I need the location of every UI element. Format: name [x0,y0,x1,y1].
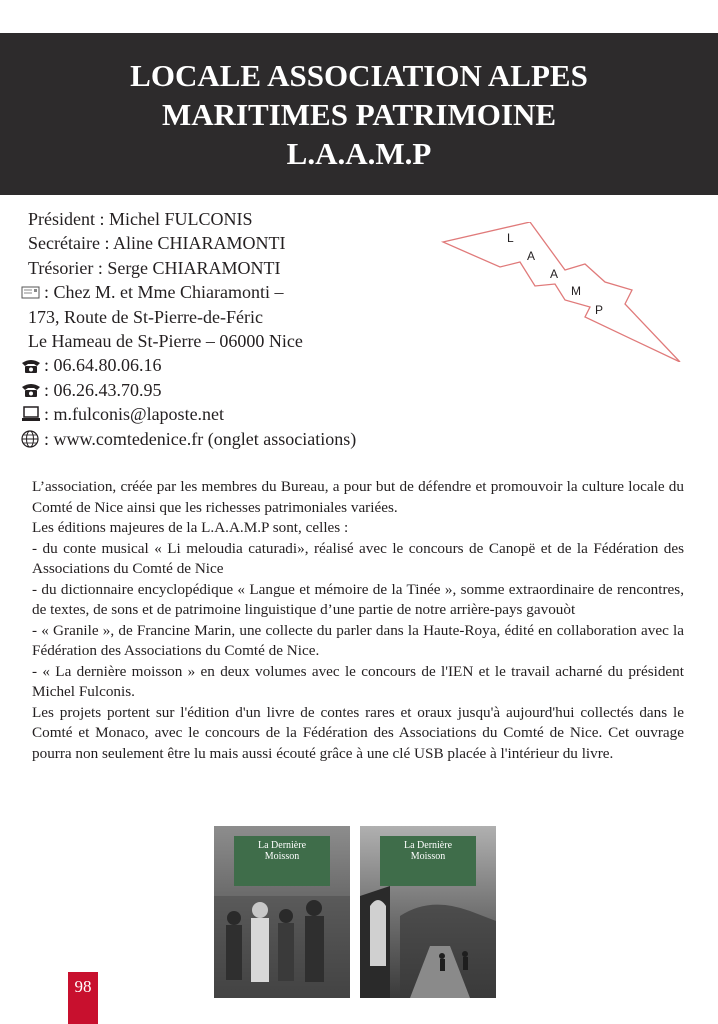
contact-row-address-3 [20,329,440,353]
phone-1-text: : 06.64.80.06.16 [44,355,162,376]
logo-letter-l: L [507,231,514,245]
president-text: Président : Michel FULCONIS [28,209,253,229]
edition-granile: - « Granile », de Francine Marin, une collecte du parler dans la Haute-Roya, édité en collaboration avec la Fédération des Associations du Comté de Nice. [32,621,684,659]
secretary-text: Secrétaire : Aline CHIARAMONTI [28,233,286,254]
header-title-line-3: L.A.A.M.P [286,135,432,171]
association-description [32,477,684,764]
contact-row-secretary [20,231,440,255]
address-line-3: Le Hameau de St-Pierre – 06000 Nice [28,331,303,352]
contact-row-phone-1 [20,353,440,377]
contact-row-address [20,280,440,304]
contact-row-website [20,427,440,451]
laamp-lightning-logo [440,222,690,362]
phone-icon [20,357,42,375]
globe-icon [20,430,42,448]
header-title-line-1: LOCALE ASSOCIATION ALPES [130,57,588,93]
computer-icon [20,405,42,423]
logo-letter-m: M [571,284,581,298]
edition-conte-musical: - du conte musical « Li meloudia caturadi», réalisé avec le concours de Canopë et de la Fédération des Associations du Comté de Nice [32,539,684,577]
treasurer-text: Trésorier : Serge CHIARAMONTI [28,257,281,278]
projects-paragraph: Les projets portent sur l'édition d'un livre de contes rares et oraux jusqu'à aujourd'hui collectés dans le Comté et Monaco, avec le concours de la Fédération des Associations du Comté de Nice. Cet ouvrage pourra non seulement être lu mais aussi écouté grâce à une clé USB placée à l'intérieur du livre. [32,703,684,762]
cover-title-line-2: Moisson [264,851,300,862]
cover-title-line-2: Moisson [410,851,446,862]
logo-letter-a2: A [550,267,559,281]
contact-row-treasurer [20,256,440,280]
contact-block [20,207,440,451]
edition-derniere-moisson: - « La dernière moisson » en deux volumes avec le concours de l'IEN et le travail acharné du président Michel Fulconis. [32,662,684,700]
contact-row-president [20,207,440,231]
phone-2-text: : 06.26.43.70.95 [44,379,162,400]
cover-title-line-1: La Dernière [403,840,453,851]
contact-row-address-2 [20,305,440,329]
address-line-2: 173, Route de St-Pierre-de-Féric [28,306,263,327]
website-text: : www.comtedenice.fr (onglet associations) [44,428,357,449]
address-line-1: : Chez M. et Mme Chiaramonti – [44,282,284,303]
contact-row-phone-2 [20,378,440,402]
book-cover-volume-1 [214,826,350,998]
editions-heading: Les éditions majeures de la L.A.A.M.P sont, celles : [32,519,349,536]
logo-letter-a1: A [527,249,536,263]
cover-photo-people [214,826,350,998]
mail-icon [20,283,42,301]
intro-paragraph: L’association, créée par les membres du Bureau, a pour but de défendre et promouvoir la culture locale du Comté de Nice ainsi que les richesses patrimoniales variées. [32,478,684,516]
header-title-line-2: MARITIMES PATRIMOINE [161,96,557,132]
book-cover-volume-2 [360,826,496,998]
page-number: 98 [68,972,98,1024]
phone-icon [20,381,42,399]
cover-photo-village [360,826,496,998]
cover-title-line-1: La Dernière [257,840,307,851]
edition-dictionnaire: - du dictionnaire encyclopédique « Langue et mémoire de la Tinée », somme extraordinaire de rencontres, de textes, de sons et de patrimoine linguistique d’une partie de notre arrière-pays gavouòt [32,580,684,618]
lightning-bolt-shape [443,222,680,362]
contact-row-email [20,402,440,426]
email-text: : m.fulconis@laposte.net [44,404,225,425]
page-header [0,33,718,195]
logo-letter-p: P [595,303,604,317]
